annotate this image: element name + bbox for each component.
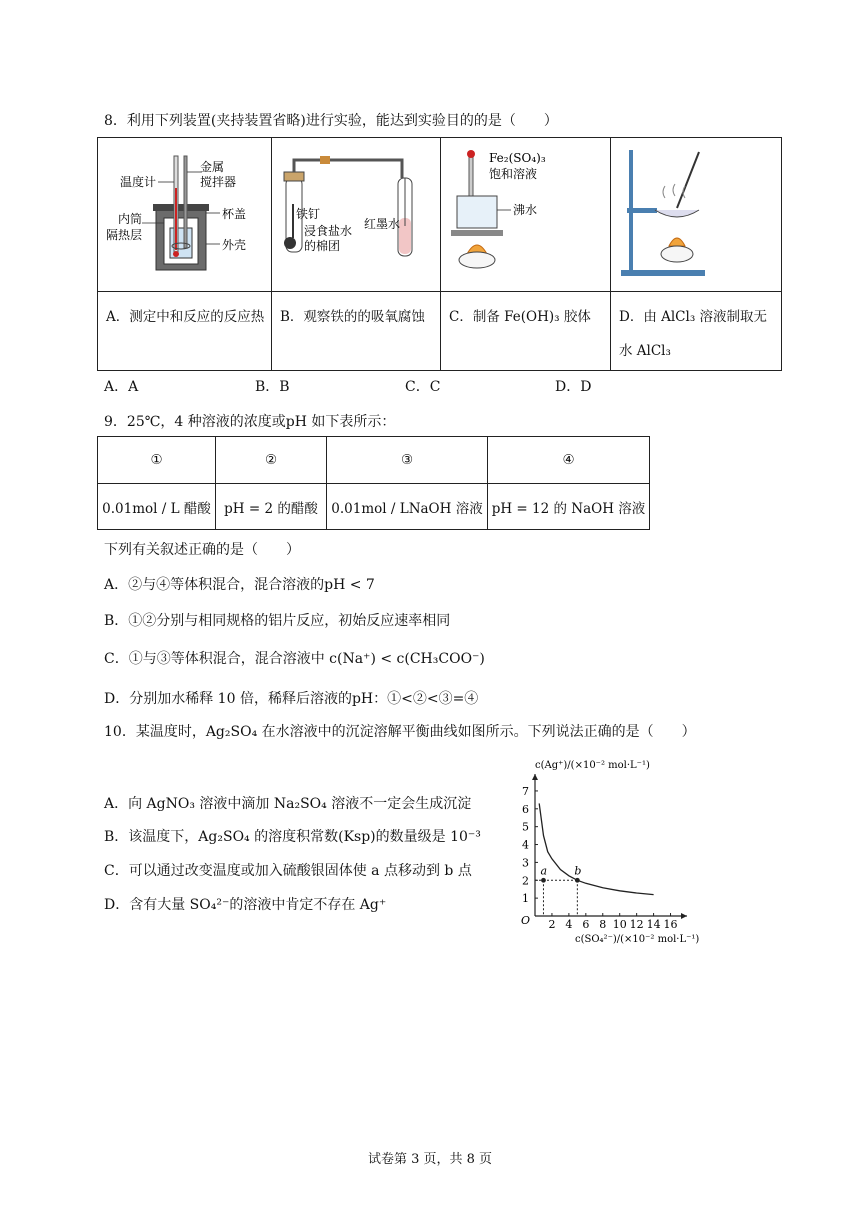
fig-a-label-stirrer-2: 搅拌器	[200, 175, 237, 189]
y-tick-label: 2	[522, 874, 529, 888]
fig-c-colloid-prep	[441, 138, 611, 292]
chart-y-axis-label: c(Ag⁺)/(×10⁻² mol·L⁻¹)	[535, 760, 650, 771]
y-tick-label: 5	[522, 820, 529, 834]
fig-a-label-stirrer-1: 金属	[200, 160, 225, 174]
q9-option-c[interactable]: C．①与③等体积混合，混合溶液中 c(Na⁺) < c(CH₃COO⁻)	[104, 651, 485, 667]
q9-cell-3: 0.01mol / LNaOH 溶液	[327, 484, 488, 530]
fig-b-label-cotton-1: 浸食盐水	[304, 224, 353, 238]
y-tick-label: 4	[522, 838, 529, 852]
x-tick-label: 2	[548, 918, 556, 931]
fig-a-label-insulation: 隔热层	[106, 228, 143, 242]
x-tick-label: 14	[646, 918, 661, 931]
fig-a-label-shell: 外壳	[222, 238, 247, 252]
fig-c-label-water: 沸水	[513, 203, 538, 217]
q9-option-b[interactable]: B．①②分别与相同规格的铝片反应，初始反应速率相同	[104, 613, 451, 629]
q9-header-1: ①	[98, 437, 216, 484]
q8-option-d[interactable]: D．D	[555, 379, 592, 395]
q8-apparatus-table	[97, 137, 782, 371]
q9-stem: 9．25℃，4 种溶液的浓度或pH 如下表所示：	[104, 414, 396, 430]
page-footer: 试卷第 3 页，共 8 页	[367, 1152, 493, 1167]
point-b-label: b	[574, 864, 582, 878]
q9-cell-4: pH = 12 的 NaOH 溶液	[488, 484, 650, 530]
equilibrium-curve	[539, 803, 653, 894]
q9-prompt: 下列有关叙述正确的是（ ）	[104, 542, 300, 558]
q9-cell-1: 0.01mol / L 醋酸	[98, 484, 216, 530]
chart-origin-label: O	[521, 914, 531, 927]
fig-a-label-inner: 内筒	[118, 212, 143, 226]
y-tick-label: 3	[522, 856, 529, 870]
chart-x-axis-label: c(SO₄²⁻)/(×10⁻² mol·L⁻¹)	[575, 934, 700, 945]
q9-option-a[interactable]: A．②与④等体积混合，混合溶液的pH < 7	[104, 577, 375, 593]
q9-header-4: ④	[488, 437, 650, 484]
fig-b-label-cotton-2: 的棉团	[304, 239, 341, 253]
chart-axes	[532, 774, 687, 919]
q8-option-c[interactable]: C．C	[405, 379, 441, 395]
q8-stem: 8．利用下列装置(夹持装置省略)进行实验，能达到实验目的的是（ ）	[104, 113, 558, 129]
fig-c-label-reagent-1: Fe₂(SO₄)₃	[489, 151, 546, 165]
q8-option-b[interactable]: B．B	[255, 379, 290, 395]
x-axis-arrow-icon	[681, 913, 687, 919]
x-tick-label: 16	[663, 918, 678, 931]
x-tick-label: 4	[565, 918, 573, 931]
fig-b-oxygen-corrosion	[272, 138, 441, 292]
fig-a-label-thermometer: 温度计	[120, 175, 157, 189]
q8-caption-d: D．由 AlCl₃ 溶液制取无水 AlCl₃	[611, 292, 782, 371]
y-axis-arrow-icon	[532, 774, 538, 780]
x-tick-label: 8	[599, 918, 607, 931]
fig-b-label-nail: 铁钉	[296, 207, 321, 221]
q8-option-a[interactable]: A．A	[104, 379, 139, 395]
chart-ticks	[522, 785, 678, 931]
ksp-equilibrium-chart	[505, 752, 705, 952]
q8-caption-a: A．测定中和反应的反应热	[98, 292, 272, 371]
fig-a-calorimeter	[98, 138, 272, 292]
q10-option-c[interactable]: C．可以通过改变温度或加入硫酸银固体使 a 点移动到 b 点	[104, 863, 472, 879]
fig-d-evaporation	[611, 138, 782, 292]
q10-option-b[interactable]: B．该温度下，Ag₂SO₄ 的溶度积常数(Ksp)的数量级是 10⁻³	[104, 829, 481, 845]
fig-b-label-ink: 红墨水	[364, 217, 401, 231]
q9-option-d[interactable]: D．分别加水稀释 10 倍，稀释后溶液的pH：①<②<③=④	[104, 691, 479, 707]
x-tick-label: 12	[629, 918, 644, 931]
y-tick-label: 6	[522, 802, 529, 816]
chart-points	[535, 864, 581, 916]
y-tick-label: 7	[522, 784, 529, 798]
q10-option-d[interactable]: D．含有大量 SO₄²⁻的溶液中肯定不存在 Ag⁺	[104, 897, 387, 913]
x-tick-label: 6	[582, 918, 590, 931]
point-a-label: a	[540, 864, 548, 878]
q8-caption-b: B．观察铁的的吸氧腐蚀	[272, 292, 441, 371]
x-tick-label: 10	[612, 918, 627, 931]
q9-cell-2: pH = 2 的醋酸	[216, 484, 327, 530]
q9-header-3: ③	[327, 437, 488, 484]
q9-header-2: ②	[216, 437, 327, 484]
fig-a-label-cover: 杯盖	[222, 207, 247, 221]
y-tick-label: 1	[522, 892, 529, 906]
q10-stem: 10．某温度时，Ag₂SO₄ 在水溶液中的沉淀溶解平衡曲线如图所示。下列说法正确的是（ ）	[104, 724, 696, 740]
fig-c-label-reagent-2: 饱和溶液	[489, 167, 538, 181]
q9-solution-table	[97, 436, 650, 530]
q10-option-a[interactable]: A．向 AgNO₃ 溶液中滴加 Na₂SO₄ 溶液不一定会生成沉淀	[104, 796, 472, 812]
q8-caption-c: C．制备 Fe(OH)₃ 胶体	[441, 292, 611, 371]
